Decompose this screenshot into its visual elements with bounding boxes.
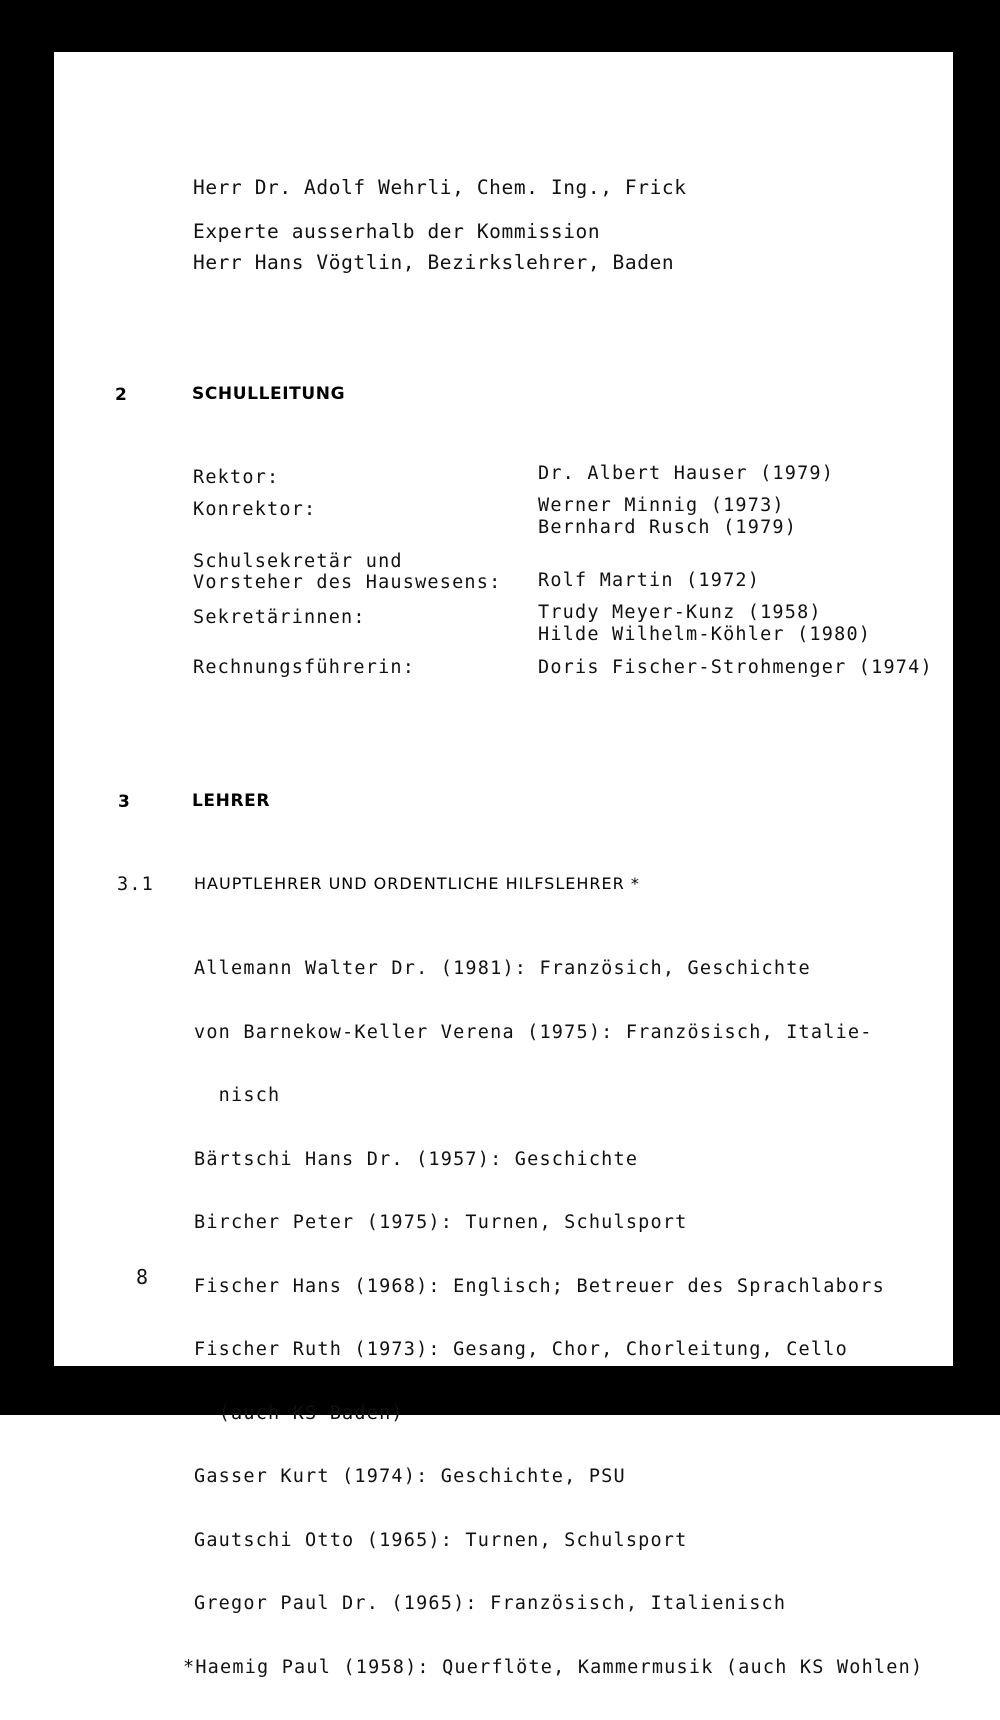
- teacher-list: [183, 916, 924, 1720]
- intro-line-3: Herr Hans Vögtlin, Bezirkslehrer, Baden: [193, 251, 675, 274]
- document-page: [54, 52, 953, 1678]
- konrektor-name-2: Bernhard Rusch (1979): [538, 517, 798, 538]
- schulsekretaer-name: Rolf Martin (1972): [538, 570, 761, 591]
- sekretaerin-name-2: Hilde Wilhelm-Köhler (1980): [538, 624, 872, 645]
- teacher-line: Bircher Peter (1975): Turnen, Schulsport: [194, 1212, 688, 1233]
- rektor-label: Rektor:: [193, 467, 280, 488]
- teacher-line: nisch: [194, 1085, 281, 1106]
- konrektor-label: Konrektor:: [193, 499, 317, 520]
- teacher-line: Allemann Walter Dr. (1981): Französich, Geschichte: [194, 958, 811, 979]
- teacher-line: von Barnekow-Keller Verena (1975): Französisch, Italie-: [194, 1021, 873, 1043]
- schulsekretaer-label: Schulsekretär und Vorsteher des Hauswesens:: [193, 551, 502, 593]
- intro-line-1: Herr Dr. Adolf Wehrli, Chem. Ing., Frick: [193, 176, 687, 199]
- section-3-number: 3: [118, 792, 131, 812]
- section-2-number: 2: [115, 385, 128, 405]
- sekretaerin-name-1: Trudy Meyer-Kunz (1958): [538, 602, 822, 623]
- teacher-line: Fischer Ruth (1973): Gesang, Chor, Chorleitung, Cello: [194, 1339, 848, 1360]
- teacher-line: (auch KS Baden): [194, 1402, 404, 1424]
- section-3-title: LEHRER: [192, 791, 271, 811]
- konrektor-name-1: Werner Minnig (1973): [538, 495, 785, 516]
- teacher-line: Gautschi Otto (1965): Turnen, Schulsport: [194, 1529, 688, 1551]
- sekretaerinnen-label: Sekretärinnen:: [193, 607, 366, 628]
- rektor-name: Dr. Albert Hauser (1979): [538, 463, 835, 484]
- section-3-1-title: HAUPTLEHRER UND ORDENTLICHE HILFSLEHRER *: [194, 874, 640, 893]
- intro-line-2: Experte ausserhalb der Kommission: [193, 220, 601, 243]
- page-number: 8: [136, 1265, 149, 1289]
- teacher-line: *Haemig Paul (1958): Querflöte, Kammermusik (auch KS Wohlen): [183, 1656, 924, 1678]
- teacher-line: Gregor Paul Dr. (1965): Französisch, Italienisch: [194, 1593, 787, 1614]
- teacher-line: Gasser Kurt (1974): Geschichte, PSU: [194, 1466, 626, 1487]
- section-3-1-number: 3.1: [117, 874, 155, 895]
- teacher-line: Fischer Hans (1968): Englisch; Betreuer des Sprachlabors: [194, 1275, 885, 1297]
- rechnungsfuehrerin-name: Doris Fischer-Strohmenger (1974): [538, 657, 933, 678]
- rechnungsfuehrerin-label: Rechnungsführerin:: [193, 657, 416, 678]
- teacher-line: Bärtschi Hans Dr. (1957): Geschichte: [194, 1148, 639, 1170]
- section-2-title: SCHULLEITUNG: [192, 384, 346, 404]
